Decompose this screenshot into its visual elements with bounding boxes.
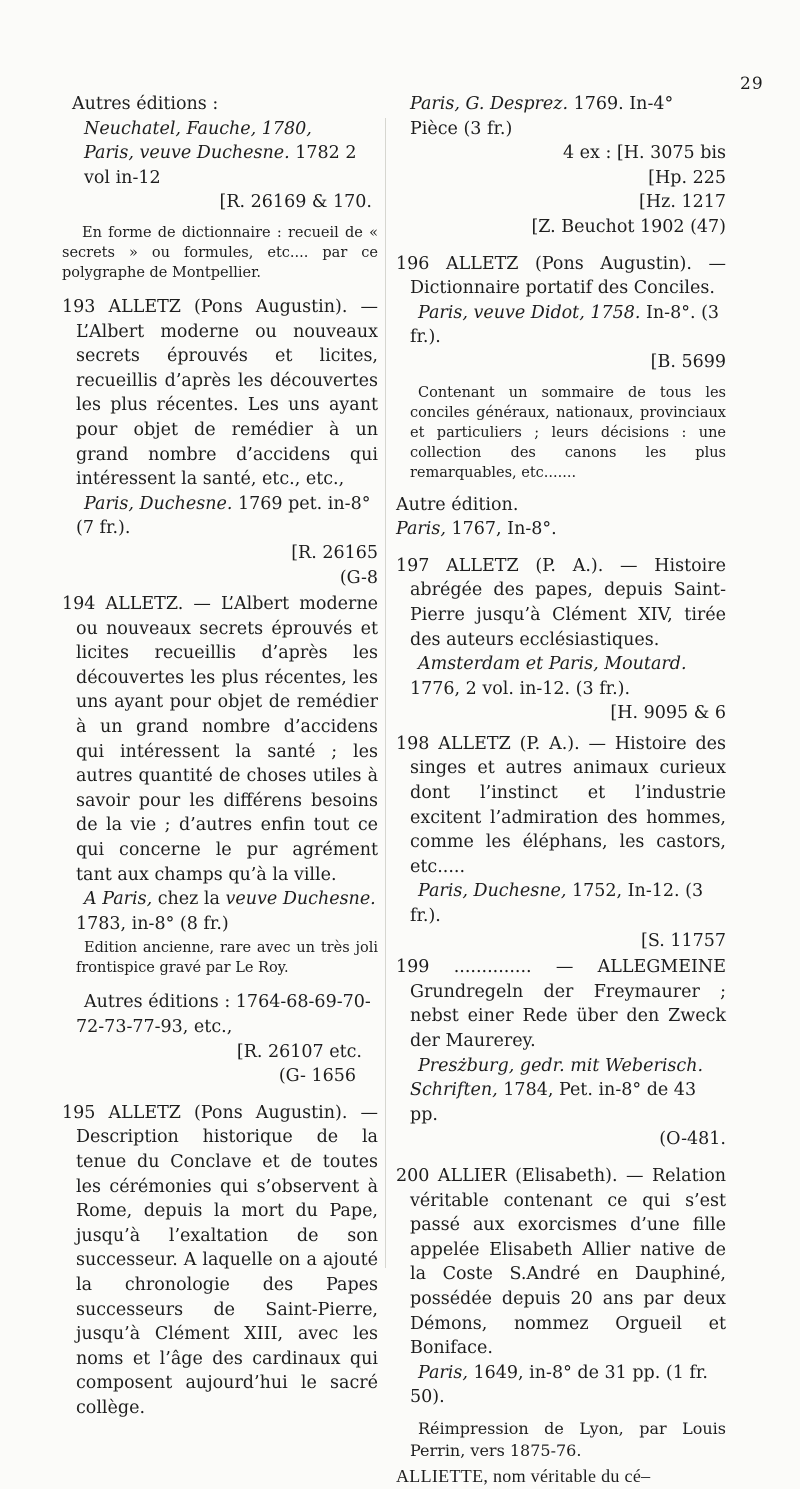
imprint-line (76, 887, 378, 912)
imprint-text: 1767, In-8°. (445, 519, 557, 540)
catalog-entry-197 (396, 554, 726, 726)
call-number: [Hp. 225 (648, 167, 726, 188)
imprint-text: 1784, Pet. in-8° de 43 pp. (410, 1080, 697, 1125)
imprint-text: 1649, in-8° de 31 pp. (1 fr. 50). (410, 1362, 708, 1408)
entry-text: 196 ALLETZ (Pons Augustin). — Dictionnaire portatif des Conciles. (396, 253, 726, 299)
imprint-line (62, 141, 378, 190)
imprint-text: 1783, in-8° (8 fr.) (76, 913, 229, 934)
imprint-text: chez la (152, 889, 226, 910)
catalog-entry-196 (396, 252, 726, 542)
imprint-italic: veuve Duchesne. (225, 889, 376, 910)
call-number: [R. 26169 & 170. (219, 192, 372, 213)
imprint-italic: Paris, Duchesne, (418, 881, 567, 902)
call-number: [Z. Beuchot 1902 (47) (531, 216, 726, 237)
entry-note: Réimpression de Lyon, par Louis Perrin, vers 1875-76. (410, 1418, 726, 1460)
call-number: (G-8 (339, 567, 378, 588)
entry-text: 197 ALLETZ (P. A.). — Histoire abrégée des papes, depuis Saint-Pierre jusqu’à Clément XIV, tirée des auteurs ecclésiastiques. (396, 555, 726, 650)
entry-text: 200 ALLIER (Elisabeth). — Relation véritable contenant ce qui s’est passé aux exorcismes d’une fille appelée Elisabeth Allier native de la Coste S.André en Dauphiné, possédée depuis 20 ans par deux Démons, nommez Orgueil et Boniface. (396, 1165, 726, 1359)
imprint-line (62, 117, 378, 142)
imprint-line (410, 879, 726, 928)
catalog-entry-195 (62, 1101, 378, 1421)
call-number: [R. 26107 etc. (236, 1041, 362, 1062)
imprint-italic: Paris, (418, 1362, 468, 1383)
imprint-line (396, 92, 726, 141)
entry-note: Edition ancienne, rare avec un très joli frontispice gravé par Le Roy. (76, 940, 378, 977)
call-number: 4 ex : [H. 3075 bis (562, 143, 726, 164)
page-number: 29 (740, 74, 764, 94)
call-number: [B. 5699 (650, 351, 726, 372)
imprint-italic: Paris, veuve Didot, 1758. (418, 302, 641, 323)
imprint-line (410, 1054, 726, 1128)
call-number: (G- 1656 (278, 1066, 356, 1087)
next-entry-start: ALLIETTE, nom véritable du cé– (396, 1465, 651, 1486)
other-edition-heading: Autre édition. (396, 494, 519, 515)
imprint-text: 1776, 2 vol. in-12. (3 fr.). (410, 678, 631, 699)
imprint-line (410, 301, 726, 350)
entry-text: 199 .............. — ALLEGMEINE Grundregeln der Freymaurer ; nebst einer Rede über den Zweck der Maurerey. (396, 957, 726, 1051)
imprint-italic: A Paris, (84, 889, 153, 910)
imprint-text: 1769. In-4° Pièce (3 fr.) (410, 94, 674, 139)
catalog-entry-199 (396, 955, 726, 1152)
imprint-text: 1782 2 vol in-12 (84, 143, 357, 188)
left-column (62, 92, 378, 1421)
imprint-line (410, 652, 726, 701)
column-divider (385, 118, 386, 1268)
catalog-entry-200 (396, 1164, 726, 1489)
entry-note: Contenant un sommaire de tous les conciles généraux, nationaux, provinciaux et particuliers ; leurs décisions : une collection des canons les plus remarquables, etc....... (410, 384, 726, 481)
other-editions: Autres éditions : 1764-68-69-70-72-73-77-93, etc., (76, 992, 371, 1037)
imprint-italic: Paris, veuve Duchesne. (84, 143, 290, 164)
call-number: [R. 26165 (291, 542, 378, 563)
call-number: (O-481. (659, 1129, 726, 1150)
imprint-italic: Paris, (396, 519, 446, 540)
entry-note: En forme de dictionnaire : recueil de « secrets » ou formules, etc.... par ce polygraphe de Montpellier. (62, 224, 378, 281)
imprint-italic: Amsterdam et Paris, Moutard. (418, 654, 687, 675)
catalog-entry-198 (396, 732, 726, 953)
imprint-line (410, 1361, 726, 1410)
right-column (396, 92, 726, 1489)
imprint-italic: Presżburg, gedr. mit Weberisch. Schriften, (410, 1055, 704, 1101)
entry-text: 198 ALLETZ (P. A.). — Histoire des singes et autres animaux curieux dont l’instinct et l’industrie excitent l’admiration des hommes, comme les éléphans, les castors, etc..... (396, 733, 726, 877)
imprint-italic: Neuchatel, Fauche, 1780, (84, 118, 312, 139)
catalog-entry-193 (62, 295, 378, 590)
imprint-italic: Paris, Duchesne. (84, 493, 233, 514)
catalog-entry-195-continued (396, 92, 726, 240)
imprint-text: In-8°. (3 fr.). (410, 302, 720, 348)
entry-text: 194 ALLETZ. — L’Albert moderne ou nouveaux secrets éprouvés et licites recueillis d’après les découvertes les plus récentes, les uns ayant pour objet de remédier à un grand nombre d’accidens qui intéressent la santé ; les autres quantité de choses utiles à savoir pour les différens besoins de la vie ; d’autres enfin tout ce qui concerne le pur agrément tant aux champs qu’à la ville. (62, 594, 378, 885)
entry-text: 193 ALLETZ (Pons Augustin). — L’Albert moderne ou nouveaux secrets éprouvés et licites, recueillis d’après les découvertes les plus récentes. Les uns ayant pour objet de remédier à un grand nombre d’accidens qui intéressent la santé, etc., etc., (62, 296, 378, 490)
other-editions-heading: Autres éditions : (72, 94, 219, 114)
call-number: [H. 9095 & 6 (610, 703, 726, 724)
call-number: [Hz. 1217 (639, 192, 726, 213)
entry-text: 195 ALLETZ (Pons Augustin). — Description historique de la tenue du Conclave et de toutes les cérémonies qui s’observent à Rome, depuis la mort du Pape, jusqu’à l’exaltation de son successeur. A laquelle on a ajouté la chronologie des Papes successeurs de Saint-Pierre, jusqu’à Clément XIII, avec les noms et l’âge des cardinaux qui composent aujourd’hui le sacré collège. (62, 1102, 378, 1418)
imprint-text: 1752, In-12. (3 fr.). (410, 881, 704, 927)
imprint-text: 1769 pet. in-8° (7 fr.). (76, 493, 371, 539)
imprint-italic: Paris, G. Desprez. (410, 94, 569, 114)
catalog-entry-194 (62, 592, 378, 1089)
imprint-line (396, 517, 726, 542)
imprint-line (76, 492, 378, 541)
call-number: [S. 11757 (641, 930, 726, 951)
